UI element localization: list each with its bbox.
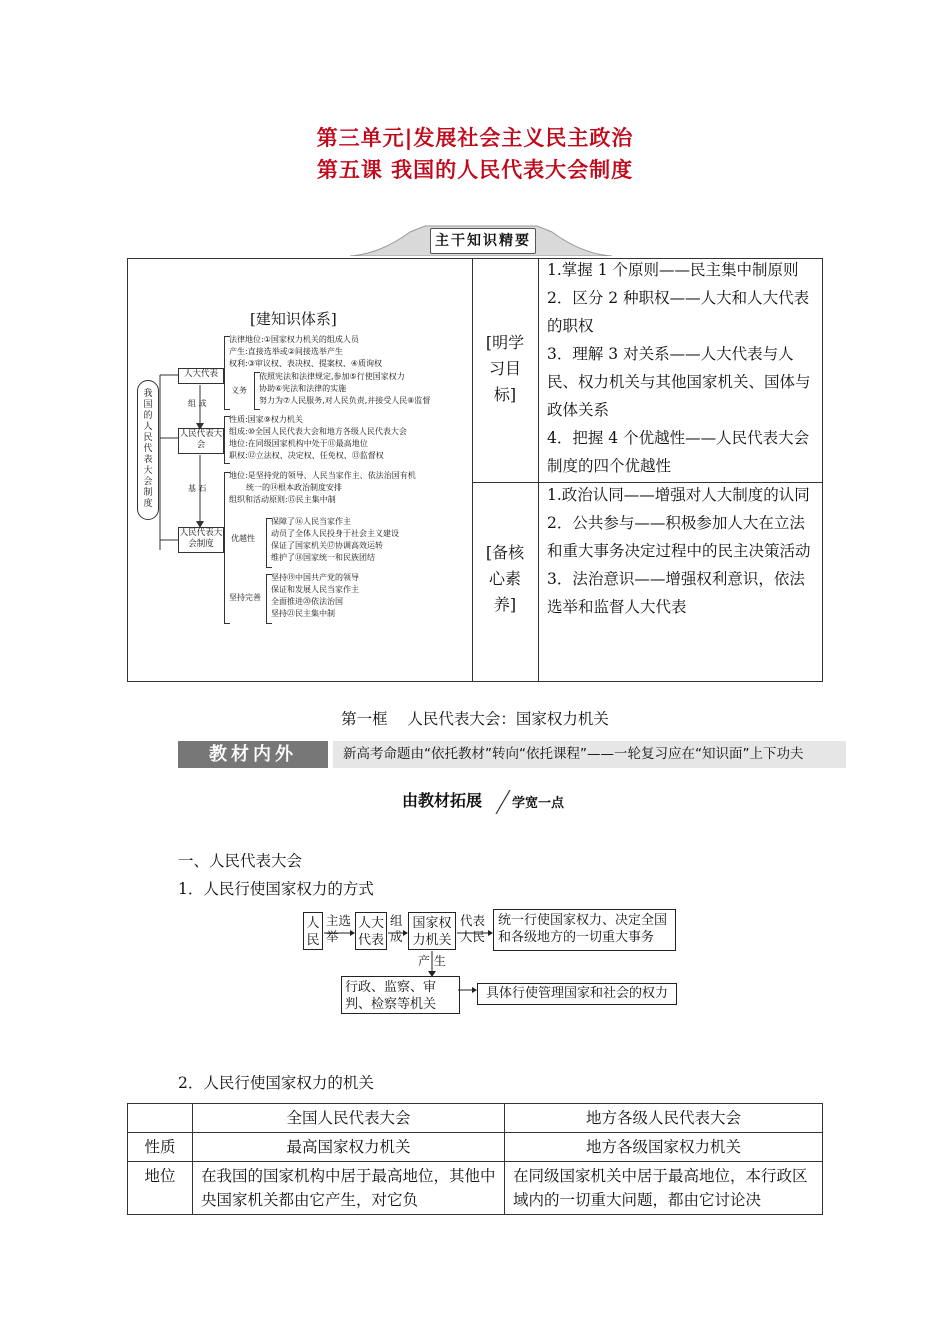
flow-agencies: 行政、监察、审判、检察等机关 [341,976,460,1014]
literacy-item: 1.政治认同——增强对人大制度的认同 [547,486,810,504]
improve-2: 保证和发展人民当家作主 [271,585,359,594]
improve-1: 坚持⑲中国共产党的领导 [271,573,359,582]
flow-compose: 组成 [390,913,403,944]
flow-unified: 统一行使国家权力、决定全国和各级地方的一切重大事务 [493,909,676,951]
sub-header-main: 由教材拓展 [402,791,483,810]
table-divider-1 [472,258,473,682]
table-header-local: 地方各级人民代表大会 [505,1104,823,1133]
advantage-4: 维护了⑱国家统一和民族团结 [271,553,375,562]
flow-specific: 具体行使管理国家和社会的权力 [477,983,677,1005]
flow-arrows [300,905,500,985]
knowledge-system-label: [建知识体系] [250,310,337,328]
improve-4: 坚持㉑民主集中制 [271,609,335,618]
system-status-2: 统一的⑭根本政治制度安排 [246,483,342,492]
improve-label: 坚持完善 [229,593,261,602]
table-cell: 最高国家权力机关 [193,1133,505,1162]
table-cell: 地方各级国家权力机关 [505,1133,823,1162]
goal-item: 4．把握 4 个优越性——人民代表大会制度的四个优越性 [547,429,810,475]
deputy-rights: 权利:③审议权、表决权、提案权、④质询权 [229,359,383,368]
link-compose: 组 成 [188,399,207,408]
flow-organ: 国家权力机关 [408,912,456,950]
table-header-row [128,1104,823,1133]
banner-label: 主干知识精要 [430,228,536,254]
frame-subtitle: 第一框 人民代表大会：国家权力机关 [341,710,609,728]
advantage-3: 保证了国家机关⑰协调高效运转 [271,541,383,550]
table-header-national: 全国人民代表大会 [193,1104,505,1133]
sub-header-small: 学宽一点 [512,796,565,811]
unit-title: 第三单元|发展社会主义民主政治 [316,126,634,150]
section-bar [178,741,846,768]
congress-composition: 组成:⑩全国人民代表大会和地方各级人民代表大会 [229,427,407,436]
table-row-label: 地位 [128,1162,193,1215]
section-bar-title: 教材内外 [178,741,328,768]
heading-congress: 一、人民代表大会 [178,852,303,870]
table-cell: 在我国的国家机构中居于最高地位，其他中央国家机关都由它产生，对它负 [193,1162,505,1215]
root-node: 我国的人民代表大会制度 [137,380,159,520]
goal-item: 2．区分 2 种职权——人大和人大代表的职权 [547,289,810,335]
literacy-item: 3．法治意识——增强权利意识，依法选举和监督人大代表 [547,570,805,616]
deputy-duty-label: 义务 [231,386,247,395]
node-congress: 人民代表大会 [178,428,224,454]
advantage-2: 动员了全体人民投身于社会主义建设 [271,529,399,538]
goals-list [547,256,817,480]
literacy-label: [备核心素养] [485,543,525,614]
system-principle: 组织和活动原则:⑮民主集中制 [229,495,336,504]
flow-deputies: 人大代表 [355,912,387,950]
flow-produce: 产 生 [418,954,446,968]
congress-powers: 职权:⑫立法权、决定权、任免权、⑬监督权 [229,451,384,460]
goal-item: 3．理解 3 对关系——人大代表与人民、权力机关与其他国家机关、国体与政体关系 [547,345,811,419]
flow-represent: 代表人民 [460,913,486,944]
congress-nature: 性质:国家⑨权力机关 [229,415,303,424]
literacy-item: 2．公共参与——积极参加人大在立法和重大事务决定过程中的民主决策活动 [547,514,811,560]
congress-comparison-table [127,1103,823,1215]
heading-exercise-organ: 2．人民行使国家权力的机关 [178,1074,374,1092]
link-foundation: 基 石 [188,484,207,493]
improve-3: 全面推进⑳依法治国 [271,597,343,606]
lesson-title: 第五课 我国的人民代表大会制度 [316,158,634,182]
goal-item: 1.掌握 1 个原则——民主集中制原则 [547,261,799,279]
flow-elect: 主选举 [326,913,352,944]
advantage-1: 保障了⑯人民当家作主 [271,517,351,526]
heading-exercise-way: 1．人民行使国家权力的方式 [178,880,374,898]
deputy-duty-3: 努力为⑦人民服务,对人民负责,并接受人民⑧监督 [259,396,431,405]
literacy-list [547,481,817,621]
table-divider-2 [538,258,539,682]
deputy-election: 产生:直接选举或②间接选举产生 [229,347,343,356]
slash-divider [494,790,512,814]
table-row-label: 性质 [128,1133,193,1162]
goals-label: [明学习目标] [485,333,525,404]
system-status-1: 地位:是坚持党的领导、人民当家作主、依法治国有机 [229,471,416,480]
congress-status: 地位:在同级国家机构中处于⑪最高地位 [229,439,368,448]
flow-people: 人民 [303,912,323,950]
advantage-label: 优越性 [231,534,255,543]
table-header-empty [128,1104,193,1133]
table-cell: 在同级国家机关中居于最高地位，本行政区域内的一切重大问题，都由它讨论决 [505,1162,823,1215]
node-system: 人民代表大会制度 [178,527,224,553]
deputy-legal-status: 法律地位:①国家权力机关的组成人员 [229,335,359,344]
sub-header [402,790,582,812]
deputy-duty-1: 依照宪法和法律规定,参加⑤行使国家权力 [259,372,405,381]
node-deputy: 人大代表 [178,368,224,384]
table-row [128,1133,823,1162]
deputy-duty-2: 协助⑥宪法和法律的实施 [259,384,347,393]
section-banner [350,224,612,256]
section-bar-text: 新高考命题由“依托教材”转向“依托课程”——一轮复习应在“知识面”上下功夫 [333,741,846,768]
table-row [128,1162,823,1215]
